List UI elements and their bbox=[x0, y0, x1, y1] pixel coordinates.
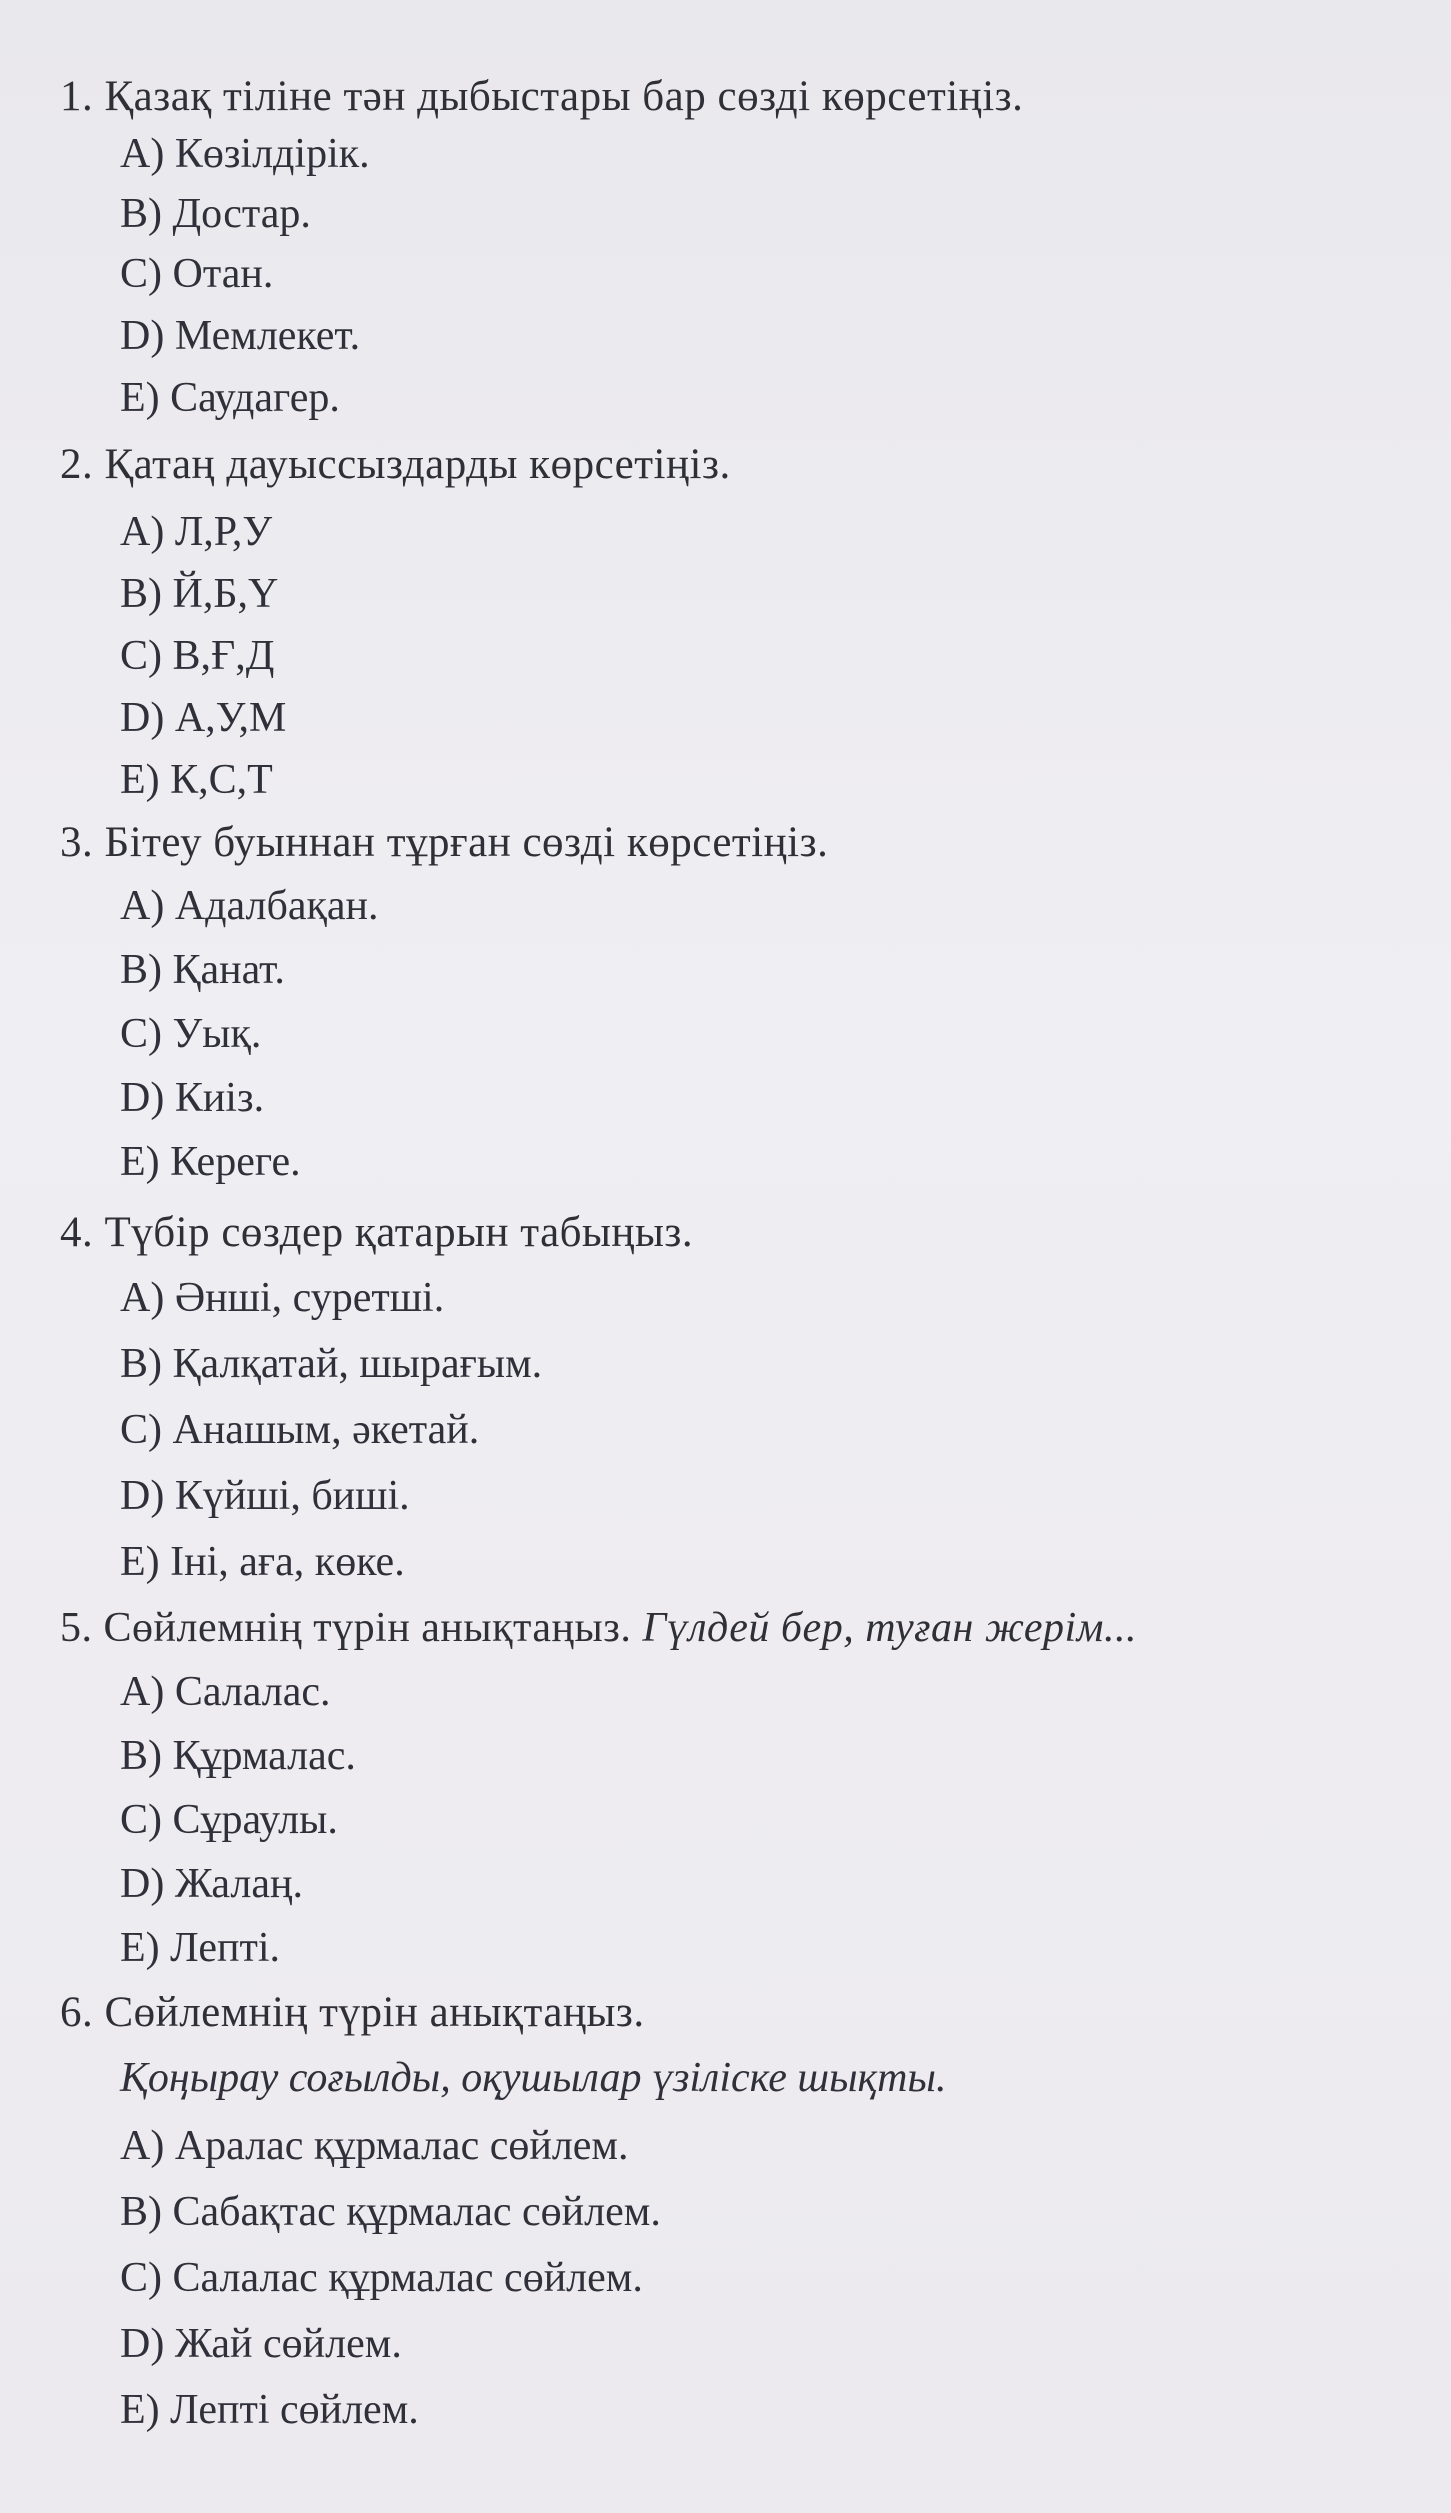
q6-option-d: D) Жай сөйлем. bbox=[120, 2321, 402, 2367]
q3-option-e: E) Кереге. bbox=[120, 1139, 301, 1185]
question-1: 1. Қазақ тіліне тән дыбыстары бар сөзді көрсетіңіз. bbox=[60, 73, 1024, 120]
q5-option-d: D) Жалаң. bbox=[120, 1861, 303, 1907]
q5-option-e: E) Лепті. bbox=[120, 1925, 280, 1971]
q1-option-a: A) Көзілдірік. bbox=[120, 131, 370, 177]
question-3: 3. Бітеу буыннан тұрған сөзді көрсетіңіз. bbox=[60, 819, 829, 866]
q5-option-a: A) Салалас. bbox=[120, 1669, 331, 1715]
q3-option-d: D) Киіз. bbox=[120, 1075, 265, 1121]
q2-option-e: E) К,С,Т bbox=[120, 757, 273, 803]
q6-option-a: A) Аралас құрмалас сөйлем. bbox=[120, 2123, 629, 2169]
q5-option-c: C) Сұраулы. bbox=[120, 1797, 338, 1843]
q3-option-b: B) Қанат. bbox=[120, 947, 285, 993]
q2-option-a: A) Л,Р,У bbox=[120, 509, 273, 555]
q3-option-a: A) Адалбақан. bbox=[120, 883, 379, 929]
q1-option-c: C) Отан. bbox=[120, 251, 274, 297]
q6-option-e: E) Лепті сөйлем. bbox=[120, 2387, 419, 2433]
q6-option-c: C) Салалас құрмалас сөйлем. bbox=[120, 2255, 643, 2301]
q2-option-b: B) Й,Б,Ү bbox=[120, 571, 279, 617]
q6-option-b: B) Сабақтас құрмалас сөйлем. bbox=[120, 2189, 661, 2235]
question-2: 2. Қатаң дауыссыздарды көрсетіңіз. bbox=[60, 441, 731, 488]
q4-option-e: E) Іні, аға, көке. bbox=[120, 1539, 405, 1585]
question-6: 6. Сөйлемнің түрін анықтаңыз. bbox=[60, 1989, 645, 2036]
question-5-example: Гүлдей бер, туған жерім... bbox=[642, 1605, 1137, 1651]
q4-option-a: A) Әнші, суретші. bbox=[120, 1275, 445, 1321]
q2-option-c: C) В,Ғ,Д bbox=[120, 633, 275, 679]
question-5 bbox=[60, 1604, 1137, 1652]
q1-option-e: E) Саудагер. bbox=[120, 375, 340, 421]
q2-option-d: D) А,У,М bbox=[120, 695, 287, 741]
q5-option-b: B) Құрмалас. bbox=[120, 1733, 356, 1779]
q1-option-b: B) Достар. bbox=[120, 191, 311, 237]
q3-option-c: C) Уық. bbox=[120, 1011, 262, 1057]
q4-option-b: B) Қалқатай, шырағым. bbox=[120, 1341, 543, 1387]
question-4: 4. Түбір сөздер қатарын табыңыз. bbox=[60, 1209, 694, 1256]
q4-option-d: D) Күйші, биші. bbox=[120, 1473, 410, 1519]
q1-option-d: D) Мемлекет. bbox=[120, 313, 361, 359]
question-6-example: Қоңырау соғылды, оқушылар үзіліске шықты. bbox=[120, 2055, 947, 2101]
q4-option-c: C) Анашым, әкетай. bbox=[120, 1407, 480, 1453]
question-5-text: 5. Сөйлемнің түрін анықтаңыз. bbox=[60, 1605, 632, 1651]
